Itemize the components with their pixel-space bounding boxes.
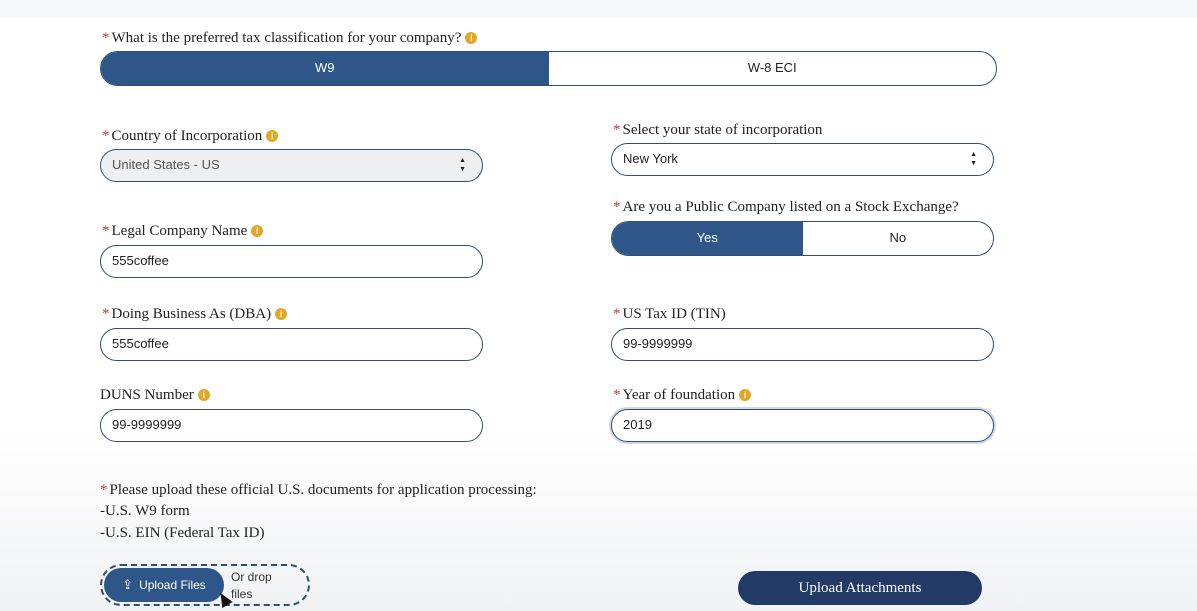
dba-label: * Doing Business As (DBA) i [102, 306, 287, 323]
required-asterisk: * [613, 199, 621, 215]
info-icon[interactable]: i [739, 389, 751, 401]
state-label: * Select your state of incorporation [613, 122, 823, 138]
legal-name-input[interactable]: 555coffee [100, 245, 483, 278]
legal-name-label: * Legal Company Name i [102, 223, 263, 240]
info-icon[interactable]: i [465, 32, 477, 44]
required-asterisk: * [100, 482, 108, 498]
required-asterisk: * [613, 387, 621, 403]
document-item-ein: -U.S. EIN (Federal Tax ID) [100, 525, 265, 541]
state-select[interactable]: New York ▲ ▼ [611, 143, 994, 176]
year-input[interactable]: 2019 [611, 409, 994, 442]
required-asterisk: * [102, 128, 110, 144]
tax-classification-toggle [100, 51, 997, 86]
year-label: * Year of foundation i [613, 387, 751, 404]
country-select[interactable]: United States - US ▲ ▼ [100, 149, 483, 182]
upload-attachments-button[interactable]: Upload Attachments [738, 571, 982, 605]
select-arrows-icon: ▲ ▼ [459, 157, 466, 173]
tin-input[interactable]: 99-9999999 [611, 328, 994, 361]
option-no[interactable]: No [889, 230, 907, 245]
required-asterisk: * [102, 306, 110, 322]
upload-icon: ⇪ [122, 577, 134, 592]
drop-files-text: Or drop files [231, 570, 272, 601]
tin-label: * US Tax ID (TIN) [613, 306, 726, 322]
country-label: * Country of Incorporation i [102, 128, 278, 145]
select-arrows-icon: ▲ ▼ [970, 151, 977, 167]
duns-input[interactable]: 99-9999999 [100, 409, 483, 442]
option-yes[interactable]: Yes [612, 222, 803, 255]
documents-instruction: * Please upload these official U.S. documents for application processing: [100, 482, 537, 498]
option-w9[interactable]: W9 [101, 52, 549, 85]
public-company-toggle [611, 221, 994, 256]
duns-label: DUNS Number i [100, 387, 210, 404]
required-asterisk: * [613, 306, 621, 322]
tax-classification-label: * What is the preferred tax classification for your company? i [102, 30, 477, 47]
document-item-w9: -U.S. W9 form [100, 503, 190, 519]
info-icon[interactable]: i [266, 130, 278, 142]
required-asterisk: * [102, 223, 110, 239]
upload-files-button[interactable]: ⇪ Upload Files [104, 568, 224, 602]
info-icon[interactable]: i [275, 308, 287, 320]
info-icon[interactable]: i [198, 389, 210, 401]
dba-input[interactable]: 555coffee [100, 328, 483, 361]
option-w8-eci[interactable]: W-8 ECI [747, 60, 797, 75]
required-asterisk: * [613, 122, 621, 138]
required-asterisk: * [102, 30, 110, 46]
info-icon[interactable]: i [251, 225, 263, 237]
public-company-label: * Are you a Public Company listed on a Stock Exchange? [613, 199, 959, 215]
